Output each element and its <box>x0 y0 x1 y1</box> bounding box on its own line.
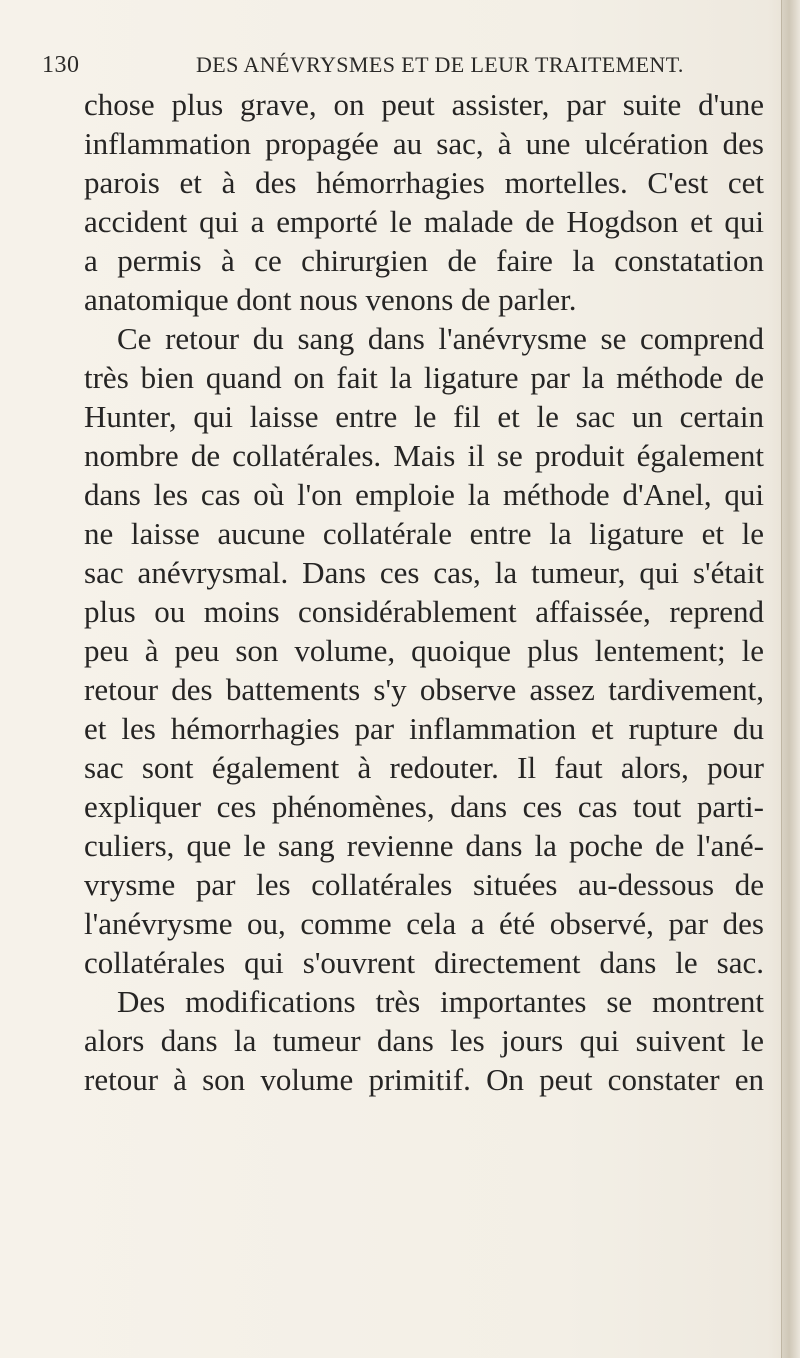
page-edge-strip <box>781 0 800 1358</box>
text-line: très bien quand on fait la ligature par la méthode de <box>84 360 764 395</box>
text-line: ne laisse aucune collatérale entre la ligature et le <box>84 516 764 551</box>
text-line: sac sont également à redouter. Il faut alors, pour <box>84 750 764 785</box>
text-line: anatomique dont nous venons de parler. <box>84 282 577 317</box>
text-line: nombre de collatérales. Mais il se produit également <box>84 438 764 473</box>
text-line: Des modifications très importantes se montrent <box>117 984 764 1019</box>
running-title: DES ANÉVRYSMES ET DE LEUR TRAITEMENT. <box>196 52 684 77</box>
text-line: accident qui a emporté le malade de Hogdson et qui <box>84 204 764 239</box>
text-line: collatérales qui s'ouvrent directement dans le sac. <box>84 945 764 980</box>
body-text <box>84 85 764 1099</box>
text-line: inflammation propagée au sac, à une ulcération des <box>84 126 764 161</box>
page-number: 130 <box>42 52 80 78</box>
text-line: parois et à des hémorrhagies mortelles. C'est cet <box>84 165 764 200</box>
text-line: dans les cas où l'on emploie la méthode d'Anel, qui <box>84 477 764 512</box>
text-line: l'anévrysme ou, comme cela a été observé, par des <box>84 906 764 941</box>
text-line: sac anévrysmal. Dans ces cas, la tumeur, qui s'était <box>84 555 764 590</box>
text-line: chose plus grave, on peut assister, par suite d'une <box>84 87 764 122</box>
text-line: vrysme par les collatérales situées au-dessous de <box>84 867 764 902</box>
text-line: Hunter, qui laisse entre le fil et le sac un certain <box>84 399 764 434</box>
text-line: retour des battements s'y observe assez tardivement, <box>84 672 764 707</box>
text-line: Ce retour du sang dans l'anévrysme se comprend <box>117 321 764 356</box>
text-line: plus ou moins considérablement affaissée, reprend <box>84 594 764 629</box>
text-line: alors dans la tumeur dans les jours qui suivent le <box>84 1023 764 1058</box>
text-line: culiers, que le sang revienne dans la poche de l'ané- <box>84 828 764 863</box>
text-line: expliquer ces phénomènes, dans ces cas tout parti- <box>84 789 764 824</box>
text-line: retour à son volume primitif. On peut constater en <box>84 1062 764 1097</box>
text-line: et les hémorrhagies par inflammation et rupture du <box>84 711 764 746</box>
text-line: a permis à ce chirurgien de faire la constatation <box>84 243 764 278</box>
text-line: peu à peu son volume, quoique plus lentement; le <box>84 633 764 668</box>
